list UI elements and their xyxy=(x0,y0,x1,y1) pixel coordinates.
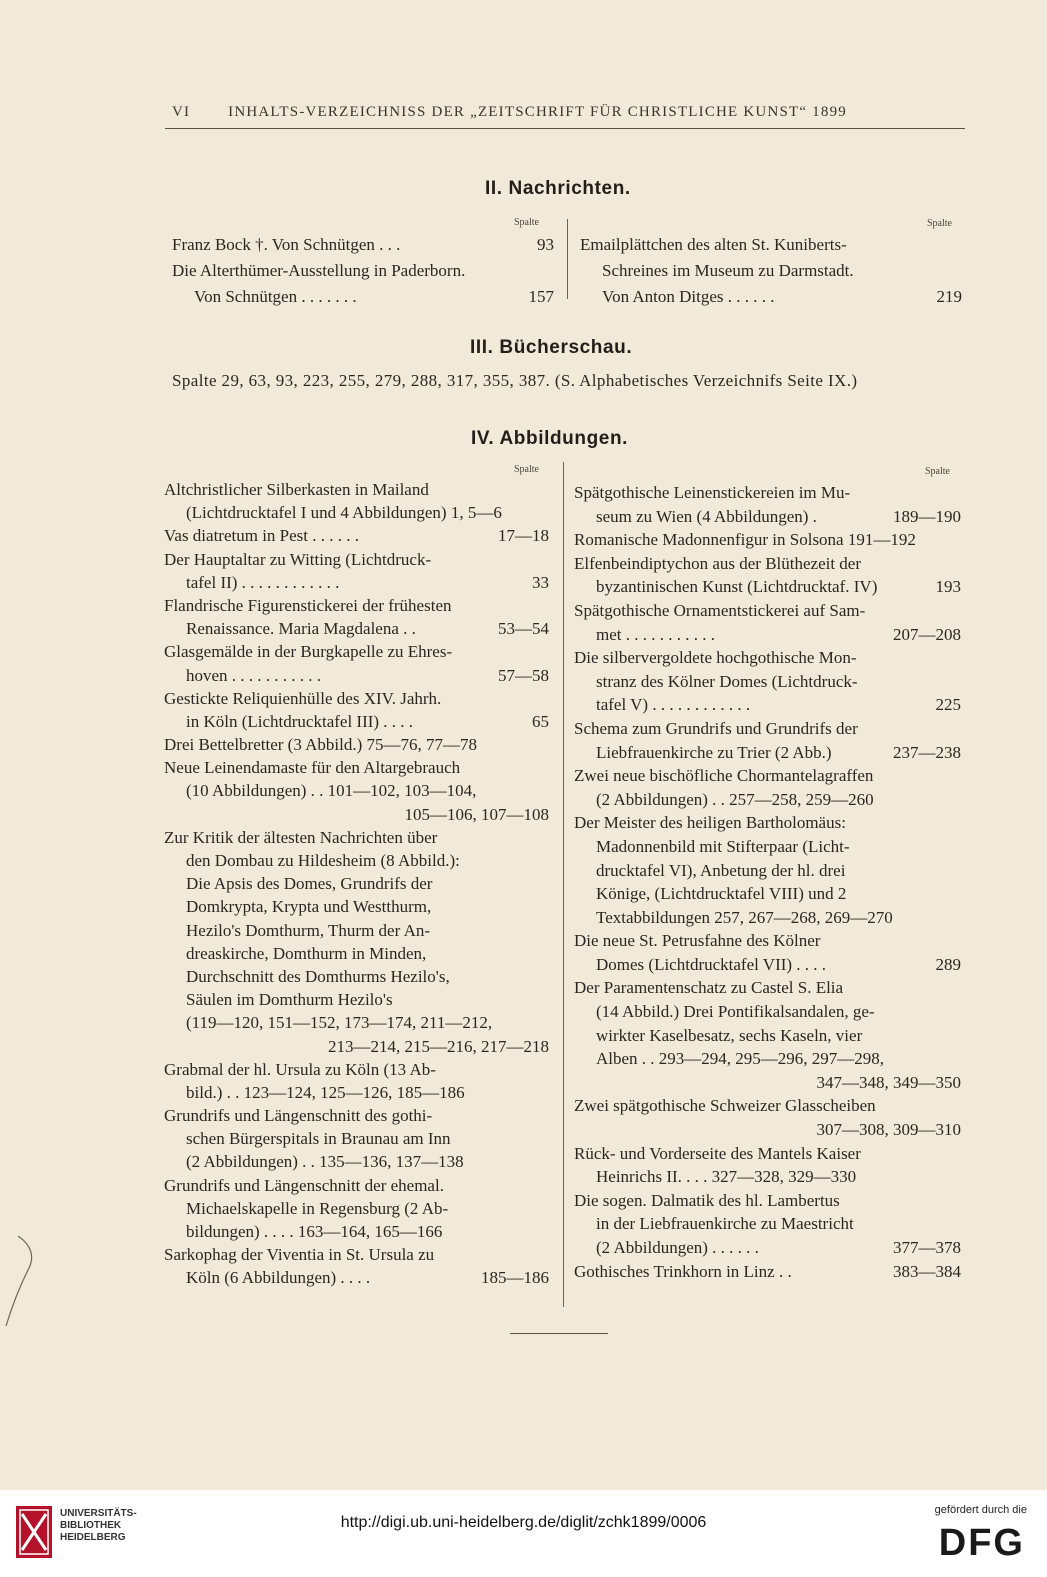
entry-text: Sarkophag der Viventia in St. Ursula zu xyxy=(164,1245,435,1265)
entry-text: Säulen im Domthurm Hezilo's xyxy=(186,990,393,1010)
column-divider xyxy=(567,219,568,299)
index-entry-line xyxy=(574,528,961,552)
index-entry xyxy=(574,552,961,599)
index-entry-line xyxy=(574,906,961,930)
index-entry-line xyxy=(164,617,549,640)
entry-text: Madonnenbild mit Stifterpaar (Licht- xyxy=(596,836,850,856)
index-entry xyxy=(164,1174,549,1244)
library-seal-icon xyxy=(14,1504,54,1560)
index-entry xyxy=(172,232,554,258)
index-entry xyxy=(164,1058,549,1104)
index-entry xyxy=(164,594,549,640)
entry-text: schen Bürgerspitals in Braunau am Inn xyxy=(186,1129,451,1149)
section-title-abbildungen: IV. Abbildungen. xyxy=(471,428,629,449)
entry-text: Die sogen. Dalmatik des hl. Lambertus xyxy=(574,1190,840,1210)
index-entry-line xyxy=(574,1118,961,1142)
header-title: INHALTS-VERZEICHNISS DER „ZEITSCHRIFT FÜR CHRISTLICHE KUNST“ 1899 xyxy=(228,104,847,120)
entry-text: (119—120, 151—152, 173—174, 211—212, xyxy=(186,1013,493,1033)
entry-page-ref: 237—238 xyxy=(893,742,961,762)
entry-text: Liebfrauenkirche zu Trier (2 Abb.) xyxy=(596,742,832,762)
entry-text: (10 Abbildungen) . . 101—102, 103—104, xyxy=(186,781,477,801)
index-entry xyxy=(574,1189,961,1260)
column-divider xyxy=(563,462,564,1307)
entry-text: Zur Kritik der ältesten Nachrichten über xyxy=(164,827,438,847)
entry-page-ref: 193 xyxy=(935,577,961,597)
index-entry-line xyxy=(172,258,554,284)
index-entry-line xyxy=(164,1174,549,1197)
index-entry-line xyxy=(164,1035,549,1058)
index-entry xyxy=(574,1142,961,1189)
index-entry-line xyxy=(164,687,549,710)
entry-text: Der Hauptaltar zu Witting (Lichtdruck- xyxy=(164,549,432,569)
entry-text: Domes (Lichtdrucktafel VII) . . . . xyxy=(596,954,827,974)
entry-text: (14 Abbild.) Drei Pontifikalsandalen, ge- xyxy=(596,1002,875,1022)
index-entry xyxy=(574,1094,961,1141)
index-entry-line xyxy=(580,284,962,310)
entry-text: stranz des Kölner Domes (Lichtdruck- xyxy=(596,671,858,691)
entry-text: Neue Leinendamaste für den Altargebrauch xyxy=(164,758,461,778)
index-entry-line xyxy=(574,552,961,576)
index-entry xyxy=(164,548,549,594)
nachrichten-left-column xyxy=(172,232,554,310)
dfg-logo: DFG xyxy=(938,1522,1025,1564)
entry-text: 307—308, 309—310 xyxy=(816,1120,961,1140)
index-entry xyxy=(574,646,961,717)
index-entry-line xyxy=(574,1212,961,1236)
index-entry-line xyxy=(574,1165,961,1189)
index-entry xyxy=(574,599,961,646)
index-entry xyxy=(574,1260,961,1284)
index-entry xyxy=(164,826,549,1058)
index-entry-line xyxy=(574,835,961,859)
end-rule xyxy=(510,1333,608,1334)
index-entry-line xyxy=(164,1243,549,1266)
index-entry-line xyxy=(164,710,549,733)
entry-text: Spätgothische Ornamentstickerei auf Sam- xyxy=(574,600,866,620)
header-rule xyxy=(165,128,965,129)
entry-text: Schema zum Grundrifs und Grundrifs der xyxy=(574,718,858,738)
index-entry-line xyxy=(164,919,549,942)
entry-text: Die neue St. Petrusfahne des Kölner xyxy=(574,931,821,951)
index-entry-line xyxy=(574,1189,961,1213)
index-entry xyxy=(164,1104,549,1174)
entry-text: Grundrifs und Längenschnitt der ehemal. xyxy=(164,1175,444,1195)
entry-text: Vas diatretum in Pest . . . . . . xyxy=(164,526,360,546)
entry-text: Renaissance. Maria Magdalena . . xyxy=(186,619,416,639)
entry-text: Michaelskapelle in Regensburg (2 Ab- xyxy=(186,1198,449,1218)
entry-text: Schreines im Museum zu Darmstadt. xyxy=(602,261,854,280)
index-entry-line xyxy=(164,1081,549,1104)
entry-text: Gothisches Trinkhorn in Linz . . xyxy=(574,1261,792,1281)
entry-text: Drei Bettelbretter (3 Abbild.) 75—76, 77—78 xyxy=(164,735,478,755)
col-label-left: Spalte xyxy=(514,217,539,228)
index-entry-line xyxy=(164,571,549,594)
entry-page-ref: 225 xyxy=(935,695,961,715)
index-entry xyxy=(164,640,549,686)
entry-page-ref: 383—384 xyxy=(893,1261,961,1281)
index-entry xyxy=(574,929,961,976)
entry-page-ref: 17—18 xyxy=(498,526,549,546)
index-entry xyxy=(164,478,549,524)
index-entry-line xyxy=(164,826,549,849)
entry-text: Hezilo's Domthurm, Thurm der An- xyxy=(186,920,431,940)
index-entry-line xyxy=(172,284,554,310)
index-entry-line xyxy=(574,693,961,717)
abbildungen-left-column xyxy=(164,478,549,1290)
entry-page-ref: 157 xyxy=(528,287,554,306)
entry-text: met . . . . . . . . . . . xyxy=(596,624,715,644)
entry-text: Altchristlicher Silberkasten in Mailand xyxy=(164,480,429,499)
index-entry-line xyxy=(574,859,961,883)
index-entry xyxy=(574,976,961,1094)
entry-text: Grabmal der hl. Ursula zu Köln (13 Ab- xyxy=(164,1059,436,1079)
nachrichten-right-column xyxy=(580,232,962,310)
index-entry-line xyxy=(164,1127,549,1150)
entry-page-ref: 219 xyxy=(936,287,962,306)
entry-text: Elfenbeindiptychon aus der Blüthezeit der xyxy=(574,553,862,573)
abbildungen-right-column xyxy=(574,481,961,1283)
entry-text: Grundrifs und Längenschnitt des gothi- xyxy=(164,1106,433,1126)
index-entry-line xyxy=(574,741,961,765)
index-entry-line xyxy=(574,623,961,647)
entry-text: 347—348, 349—350 xyxy=(816,1072,961,1092)
index-entry-line xyxy=(164,478,549,501)
index-entry-line xyxy=(574,1142,961,1166)
entry-text: Textabbildungen 257, 267—268, 269—270 xyxy=(596,907,893,927)
entry-text: (2 Abbildungen) . . 135—136, 137—138 xyxy=(186,1152,464,1172)
entry-text: Von Anton Ditges . . . . . . xyxy=(602,287,775,306)
index-entry-line xyxy=(574,764,961,788)
index-entry-line xyxy=(574,788,961,812)
entry-text: Franz Bock †. Von Schnütgen . . . xyxy=(172,235,401,254)
index-entry-line xyxy=(164,640,549,663)
entry-text: 105—106, 107—108 xyxy=(404,804,549,824)
margin-pencil-mark xyxy=(0,1230,40,1340)
index-entry-line xyxy=(574,929,961,953)
funding-note: gefördert durch die xyxy=(934,1504,1027,1516)
index-entry-line xyxy=(574,1236,961,1260)
entry-text: Emailplättchen des alten St. Kuniberts- xyxy=(580,235,847,254)
entry-text: Romanische Madonnenfigur in Solsona 191—192 xyxy=(574,530,916,550)
entry-text: Die Alterthümer-Ausstellung in Paderborn. xyxy=(172,261,466,280)
running-header xyxy=(172,104,847,121)
index-entry-line xyxy=(574,953,961,977)
entry-text: Heinrichs II. . . . 327—328, 329—330 xyxy=(596,1167,857,1187)
index-entry-line xyxy=(164,1150,549,1173)
library-name: UNIVERSITÄTS- BIBLIOTHEK HEIDELBERG xyxy=(60,1508,137,1543)
index-entry-line xyxy=(172,232,554,258)
entry-text: Die Apsis des Domes, Grundrifs der xyxy=(186,874,433,894)
index-entry-line xyxy=(574,646,961,670)
index-entry-line xyxy=(574,1260,961,1284)
entry-text: tafel II) . . . . . . . . . . . . xyxy=(186,572,340,592)
section-title-bucherschau: III. Bücherschau. xyxy=(470,337,633,358)
entry-text: Köln (6 Abbildungen) . . . . xyxy=(186,1268,371,1288)
entry-text: Gestickte Reliquienhülle des XIV. Jahrh. xyxy=(164,688,442,708)
entry-page-ref: 189—190 xyxy=(893,506,961,526)
index-entry-line xyxy=(164,779,549,802)
index-entry xyxy=(164,687,549,733)
entry-page-ref: 65 xyxy=(532,711,549,731)
index-entry-line xyxy=(574,811,961,835)
index-entry xyxy=(164,1243,549,1289)
index-entry-line xyxy=(574,1047,961,1071)
entry-page-ref: 289 xyxy=(935,954,961,974)
permalink-url[interactable]: http://digi.ub.uni-heidelberg.de/diglit/zchk1899/0006 xyxy=(340,1514,707,1531)
entry-text: 213—214, 215—216, 217—218 xyxy=(328,1036,549,1056)
bucherschau-text: Spalte 29, 63, 93, 223, 255, 279, 288, 317, 355, 387. (S. Alphabetisches Verzeichnifs Seite IX.) xyxy=(172,371,858,390)
section-title-nachrichten: II. Nachrichten. xyxy=(485,178,631,199)
index-entry xyxy=(574,528,961,552)
entry-text: seum zu Wien (4 Abbildungen) . xyxy=(596,506,817,526)
entry-text: Rück- und Vorderseite des Mantels Kaiser xyxy=(574,1143,861,1163)
index-entry-line xyxy=(574,1071,961,1095)
entry-text: Der Meister des heiligen Bartholomäus: xyxy=(574,813,846,833)
index-entry-line xyxy=(164,756,549,779)
index-entry xyxy=(164,524,549,547)
entry-text: wirkter Kaselbesatz, sechs Kaseln, vier xyxy=(596,1025,863,1045)
index-entry-line xyxy=(164,965,549,988)
index-entry-line xyxy=(164,803,549,826)
index-entry-line xyxy=(574,670,961,694)
entry-text: (2 Abbildungen) . . . . . . xyxy=(596,1238,759,1257)
index-entry xyxy=(172,258,554,310)
index-entry-line xyxy=(164,594,549,617)
index-entry-line xyxy=(164,1266,549,1289)
col-label-right: Spalte xyxy=(927,218,952,229)
entry-text: Durchschnitt des Domthurms Hezilo's, xyxy=(186,966,450,986)
entry-page-ref: 377—378 xyxy=(893,1238,961,1257)
entry-text: in Köln (Lichtdrucktafel III) . . . . xyxy=(186,711,414,731)
index-entry-line xyxy=(164,733,549,756)
index-entry-line xyxy=(574,717,961,741)
footer-bar xyxy=(0,1490,1047,1577)
entry-text: Könige, (Lichtdrucktafel VIII) und 2 xyxy=(596,884,847,904)
entry-page-ref: 207—208 xyxy=(893,624,961,644)
entry-text: den Dombau zu Hildesheim (8 Abbild.): xyxy=(186,851,460,870)
index-entry xyxy=(574,481,961,528)
page-number: VI xyxy=(172,104,191,120)
index-entry-line xyxy=(574,1000,961,1024)
entry-page-ref: 185—186 xyxy=(481,1268,549,1288)
entry-text: Glasgemälde in der Burgkapelle zu Ehres- xyxy=(164,642,453,662)
index-entry-line xyxy=(580,258,962,284)
entry-text: Der Paramentenschatz zu Castel S. Elia xyxy=(574,978,844,998)
entry-text: hoven . . . . . . . . . . . xyxy=(186,665,322,685)
index-entry-line xyxy=(164,849,549,872)
col-label-right: Spalte xyxy=(925,466,950,477)
index-entry-line xyxy=(164,988,549,1011)
entry-text: bild.) . . 123—124, 125—126, 185—186 xyxy=(186,1082,465,1102)
index-entry xyxy=(574,717,961,764)
entry-text: Alben . . 293—294, 295—296, 297—298, xyxy=(596,1049,885,1069)
index-entry xyxy=(574,811,961,929)
index-entry-line xyxy=(164,664,549,687)
entry-text: Spätgothische Leinenstickereien im Mu- xyxy=(574,483,851,502)
index-entry xyxy=(164,733,549,756)
entry-text: Zwei spätgothische Schweizer Glasscheiben xyxy=(574,1096,876,1116)
entry-text: Domkrypta, Krypta und Westthurm, xyxy=(186,897,432,917)
index-entry xyxy=(580,232,962,310)
entry-text: byzantinischen Kunst (Lichtdrucktaf. IV) xyxy=(596,577,878,597)
index-entry xyxy=(164,756,549,826)
entry-text: in der Liebfrauenkirche zu Maestricht xyxy=(596,1214,854,1234)
entry-text: Zwei neue bischöfliche Chormantelagraffen xyxy=(574,766,874,786)
index-entry-line xyxy=(574,599,961,623)
entry-page-ref: 33 xyxy=(532,572,549,592)
index-entry-line xyxy=(164,942,549,965)
entry-text: drucktafel VI), Anbetung der hl. drei xyxy=(596,860,846,880)
index-entry-line xyxy=(164,548,549,571)
index-entry xyxy=(574,764,961,811)
index-entry-line xyxy=(580,232,962,258)
index-entry-line xyxy=(164,1011,549,1034)
index-entry-line xyxy=(164,1220,549,1243)
index-entry-line xyxy=(164,895,549,918)
entry-text: bildungen) . . . . 163—164, 165—166 xyxy=(186,1222,443,1241)
index-entry-line xyxy=(164,872,549,895)
index-entry-line xyxy=(574,976,961,1000)
index-entry-line xyxy=(574,575,961,599)
index-entry-line xyxy=(574,481,961,505)
index-entry-line xyxy=(574,505,961,529)
col-label-left: Spalte xyxy=(514,464,539,475)
index-entry-line xyxy=(164,524,549,547)
index-entry-line xyxy=(574,882,961,906)
index-entry-line xyxy=(574,1094,961,1118)
index-entry-line xyxy=(574,1024,961,1048)
entry-text: (Lichtdrucktafel I und 4 Abbildungen) 1, 5—6 xyxy=(186,503,502,523)
entry-text: tafel V) . . . . . . . . . . . . xyxy=(596,695,751,715)
entry-text: Flandrische Figurenstickerei der frühesten xyxy=(164,595,452,615)
entry-page-ref: 93 xyxy=(537,235,554,254)
entry-page-ref: 53—54 xyxy=(498,619,549,639)
entry-page-ref: 57—58 xyxy=(498,665,549,685)
entry-text: (2 Abbildungen) . . 257—258, 259—260 xyxy=(596,789,874,809)
entry-text: Von Schnütgen . . . . . . . xyxy=(194,287,357,306)
index-entry-line xyxy=(164,1197,549,1220)
index-entry-line xyxy=(164,501,549,524)
index-entry-line xyxy=(164,1104,549,1127)
index-entry-line xyxy=(164,1058,549,1081)
entry-text: Die silbervergoldete hochgothische Mon- xyxy=(574,648,857,668)
entry-text: dreaskirche, Domthurm in Minden, xyxy=(186,943,427,963)
